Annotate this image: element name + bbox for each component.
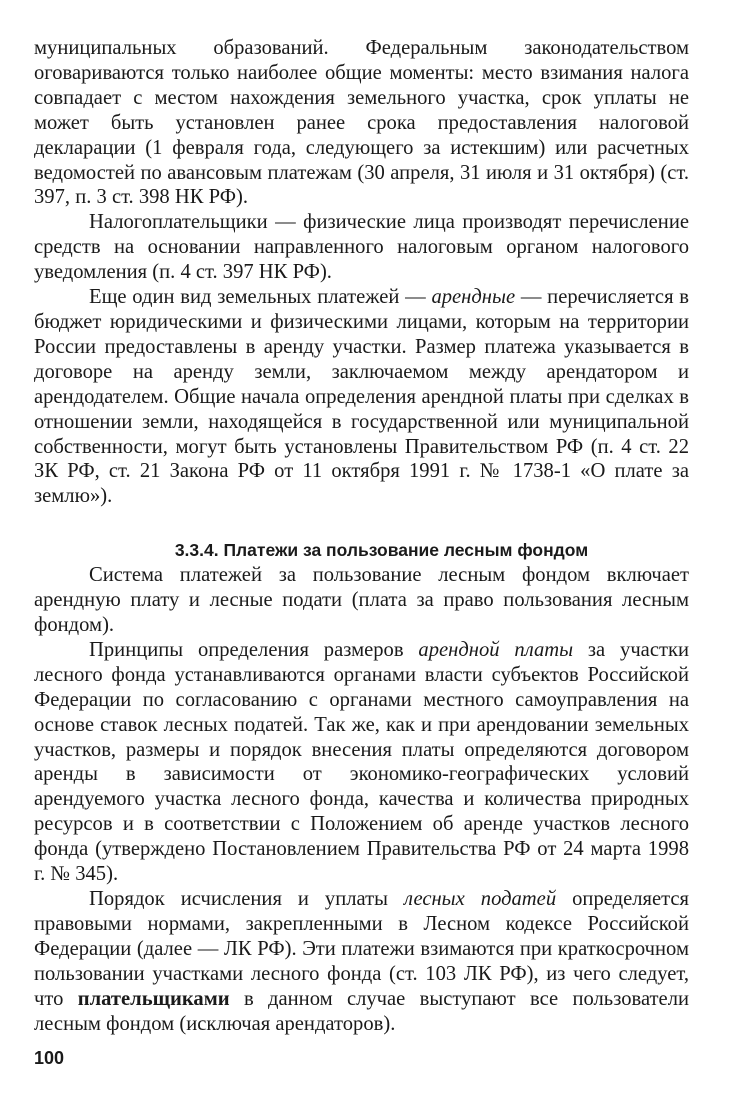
paragraph-forest-system: Система платежей за пользование лесным фондом включает арендную плату и лесные подати (плата за право пользования лесным фондом). bbox=[34, 564, 689, 637]
text-run: в данном случае выступают все пользователи лесным фондом (исключая арендаторов). bbox=[34, 987, 689, 1035]
italic-term-forest-taxes: лесных податей bbox=[403, 888, 557, 910]
text-run: за участки лесного фонда устанавливаются органами власти субъектов Российской Федерации по согласованию с органами местного самоуправления на основе ставок лесных податей. Так же, как и при арендовании земельных участков, размеры и порядок внесения платы определяются договором аренды в зависимости от экономико-географических условий арендуемого участка лесного фонда, качества и количества природных ресурсов и в соответствии с Положением об аренде участков лесного фонда (утверждено Постановлением Правительства РФ от 24 марта 1998 г. № 345). bbox=[34, 638, 689, 886]
italic-term-rent-fee: арендной платы bbox=[418, 638, 574, 661]
text-run: Принципы определения размеров bbox=[89, 638, 419, 661]
paragraph-forest-taxes bbox=[34, 887, 689, 1036]
italic-term-rent: арендные bbox=[431, 286, 516, 309]
text-run: Порядок исчисления и уплаты bbox=[89, 888, 404, 910]
text-run: Еще один вид земельных платежей — bbox=[89, 286, 432, 309]
bold-term-payers: плательщиками bbox=[77, 987, 230, 1010]
paragraph-taxpayers: Налогоплательщики — физические лица производят перечисление средств на основании направленного налоговым органом налогового уведомления (п. 4 ст. 397 НК РФ). bbox=[34, 211, 689, 284]
paragraph-rent-principles bbox=[34, 638, 689, 887]
text-run: — перечисляется в бюджет юридическими и физическими лицами, которым на территории России предоставлены в аренду участки. Размер платежа указывается в договоре на аренду земли, заключаемом между арендатором и арендодателем. Общие начала определения арендной платы при сделках в отношении земли, находящейся в государственной или муниципальной собственности, могут быть установлены Правительством РФ (п. 4 ст. 22 ЗК РФ, ст. 21 Закона РФ от 11 октября 1991 г. № 1738-1 «О плате за землю»). bbox=[34, 286, 689, 508]
paragraph-municipal: муниципальных образований. Федеральным законодательством оговариваются только наиболее общие моменты: место взимания налога совпадает с местом нахождения земельного участка, срок уплаты не может быть установлен ранее срока предоставления налоговой декларации (1 февраля года, следующего за истекшим) или расчетных ведомостей по авансовым платежам (30 апреля, 31 июля и 31 октября) (ст. 397, п. 3 ст. 398 НК РФ). bbox=[34, 37, 689, 209]
paragraph-rent-payments bbox=[34, 285, 689, 509]
text-run: определяется правовыми нормами, закрепленными в Лесном кодексе Российской Федерации (далее — ЛК РФ). Эти платежи взимаются при краткосрочном пользовании участками лесного фонда (ст. 103 ЛК РФ), из чего следует, что bbox=[34, 888, 689, 1010]
page-number: 100 bbox=[34, 1048, 65, 1068]
section-heading: 3.3.4. Платежи за пользование лесным фондом bbox=[174, 540, 589, 561]
